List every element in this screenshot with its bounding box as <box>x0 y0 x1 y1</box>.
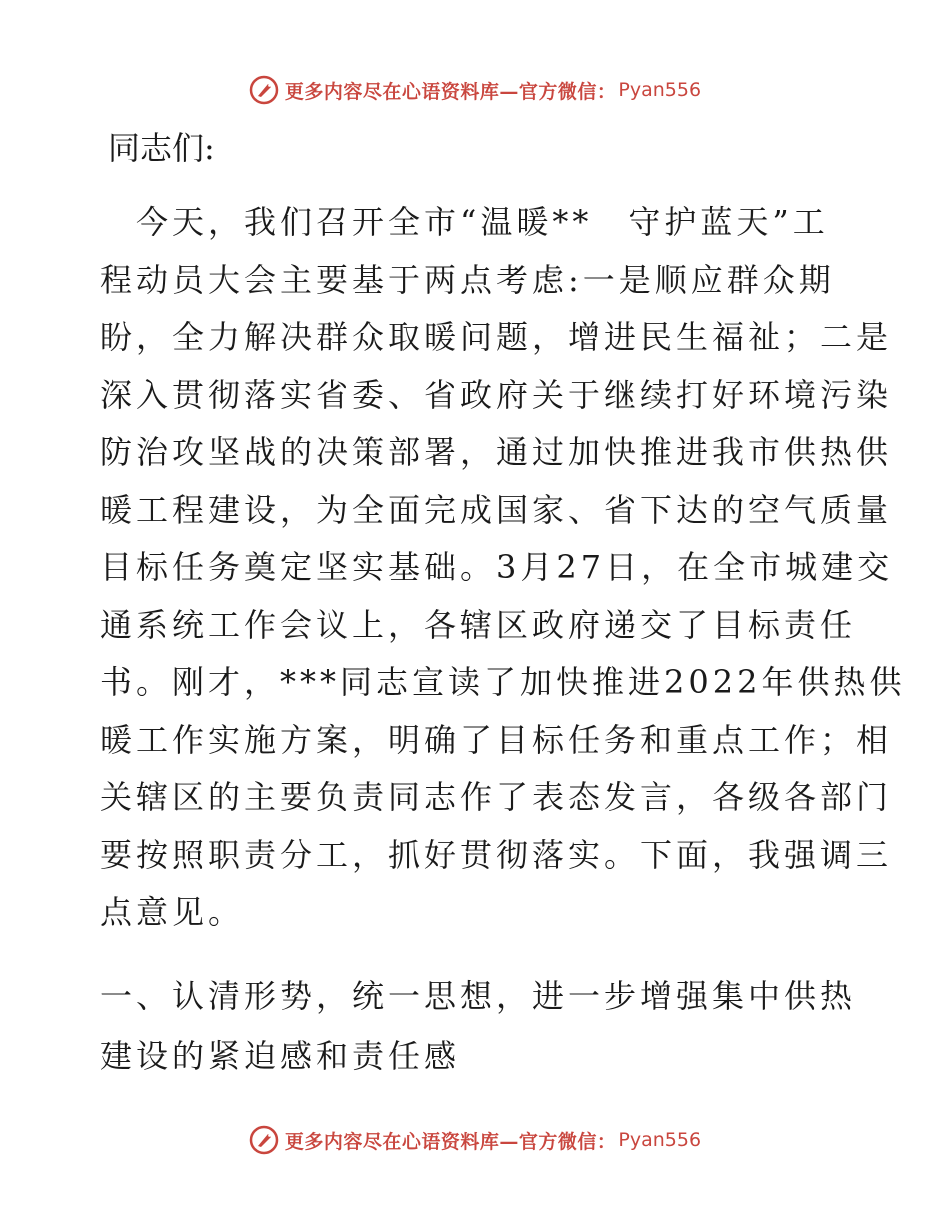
paragraph-line: 暖工程建设，为全面完成国家、省下达的空气质量 <box>100 490 893 529</box>
paragraph-line: 要按照职责分工，抓好贯彻落实。下面，我强调三 <box>100 835 893 874</box>
section-heading <box>100 966 860 1086</box>
paragraph-line: 深入贯彻落实省委、省政府关于继续打好环境污染 <box>100 375 893 414</box>
paragraph-line: 目标任务奠定坚实基础。3月27日，在全市城建交 <box>100 548 894 586</box>
footer-watermark-banner <box>0 1120 950 1160</box>
header-watermark-banner <box>0 70 950 110</box>
salutation: 同志们: <box>108 129 215 167</box>
banner-text: 更多内容尽在心语资料库—官方微信： <box>284 1130 617 1153</box>
paragraph-line: 今天，我们召开全市“温暖** 守护蓝天”工 <box>100 203 829 241</box>
paragraph-line: 暖工作实施方案，明确了目标任务和重点工作；相 <box>100 720 893 759</box>
pen-nib-circle-icon <box>249 1125 279 1155</box>
paragraph-line: 程动员大会主要基于两点考虑:一是顺应群众期 <box>100 260 835 299</box>
body-paragraph <box>100 194 906 942</box>
banner-wechat-id: Pyan556 <box>618 79 702 101</box>
paragraph-line: 书。刚才，***同志宣读了加快推进2022年供热供 <box>100 663 906 701</box>
paragraph-line: 点意见。 <box>100 893 245 931</box>
pen-nib-circle-icon <box>249 75 279 105</box>
paragraph-line: 防治攻坚战的决策部署，通过加快推进我市供热供 <box>100 433 893 471</box>
banner-wechat-id: Pyan556 <box>618 1129 702 1151</box>
heading-line: 建设的紧迫感和责任感 <box>100 1037 461 1075</box>
heading-line: 一、认清形势，统一思想，进一步增强集中供热 <box>100 977 857 1015</box>
paragraph-line: 通系统工作会议上，各辖区政府递交了目标责任 <box>100 605 857 644</box>
paragraph-line: 关辖区的主要负责同志作了表态发言，各级各部门 <box>100 778 893 816</box>
paragraph-line: 盼，全力解决群众取暖问题，增进民生福祉；二是 <box>100 318 893 356</box>
banner-text: 更多内容尽在心语资料库—官方微信： <box>284 80 617 103</box>
